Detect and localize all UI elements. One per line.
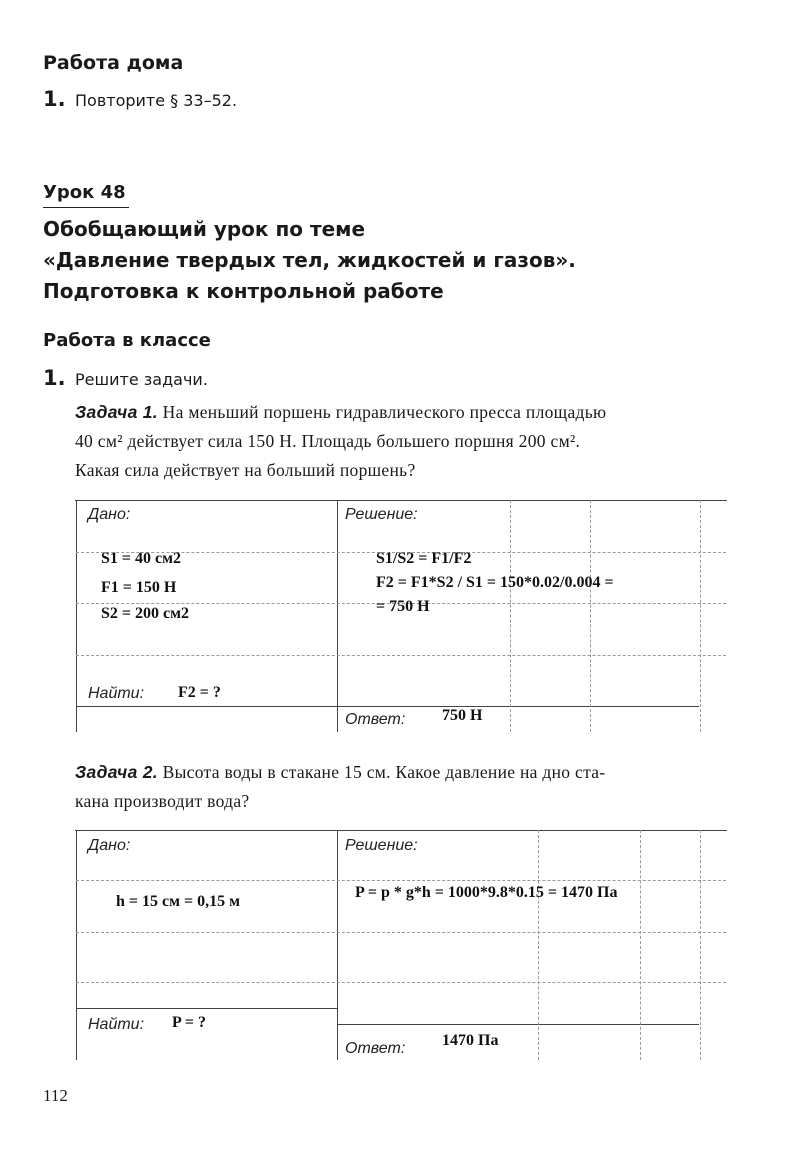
homework-item-number: 1. [43,87,66,111]
task1-solution-1: S1/S2 = F1/F2 [376,550,472,567]
classwork-item-number: 1. [43,366,66,390]
task1-solution-label: Решение: [345,506,418,523]
task1-answer-label: Ответ: [345,711,406,728]
task2-given-1: h = 15 см = 0,15 м [116,893,241,910]
task2-answer-line [337,1024,699,1025]
task1-answer-line [337,706,699,707]
task1-line-1: Задача 1. На меньший поршень гидравлического пресса площадью [75,402,607,422]
task1-find-value: F2 = ? [178,684,221,701]
task1-solution-3: = 750 Н [376,598,430,615]
task2-box-divider [337,830,338,1060]
task1-solution-2: F2 = F1*S2 / S1 = 150*0.02/0.004 = [376,574,614,591]
task2-find-label: Найти: [88,1016,145,1033]
task2-given-label: Дано: [88,837,131,854]
lesson-number: Урок 48 [43,182,126,203]
task2-line-1: Задача 2. Высота воды в стакане 15 см. Какое давление на дно ста- [75,762,606,782]
task1-given-1: S1 = 40 см2 [101,550,182,567]
task2-box-left [76,830,77,1060]
task1-box-divider [337,500,338,732]
task1-line-2: 40 см² действует сила 150 Н. Площадь большего поршня 200 см². [75,431,581,451]
lesson-title-line-3: Подготовка к контрольной работе [43,279,444,303]
task1-given-2: F1 = 150 Н [101,579,177,596]
task1-line-3: Какая сила действует на больший поршень? [75,460,416,480]
lesson-title-line-2: «Давление твердых тел, жидкостей и газов». [43,248,576,272]
task1-find-label: Найти: [88,685,145,702]
task1-box-left [76,500,77,732]
task1-given-label: Дано: [88,506,131,523]
task2-label: Задача 2. [75,762,158,782]
classwork-heading: Работа в классе [43,330,211,351]
task1-given-3: S2 = 200 см2 [101,605,190,622]
lesson-underline [43,207,129,208]
task2-line-2: кана производит вода? [75,791,250,811]
task2-solution-label: Решение: [345,837,418,854]
task2-box-top [75,830,727,831]
task1-box-top [75,500,727,501]
lesson-title-line-1: Обобщающий урок по теме [43,217,366,241]
task2-answer-value: 1470 Па [442,1032,499,1049]
task2-find-value: P = ? [172,1014,207,1031]
task2-answer-label: Ответ: [345,1040,406,1057]
homework-item-text: Повторите § 33–52. [75,91,238,110]
task1-find-line [76,706,337,707]
page-number: 112 [43,1086,68,1105]
task1-answer-value: 750 Н [442,707,483,724]
task2-find-line [76,1008,337,1009]
homework-heading: Работа дома [43,52,184,74]
task1-label: Задача 1. [75,402,158,422]
classwork-item-text: Решите задачи. [75,370,208,389]
task2-solution-1: P = p * g*h = 1000*9.8*0.15 = 1470 Па [355,884,618,901]
